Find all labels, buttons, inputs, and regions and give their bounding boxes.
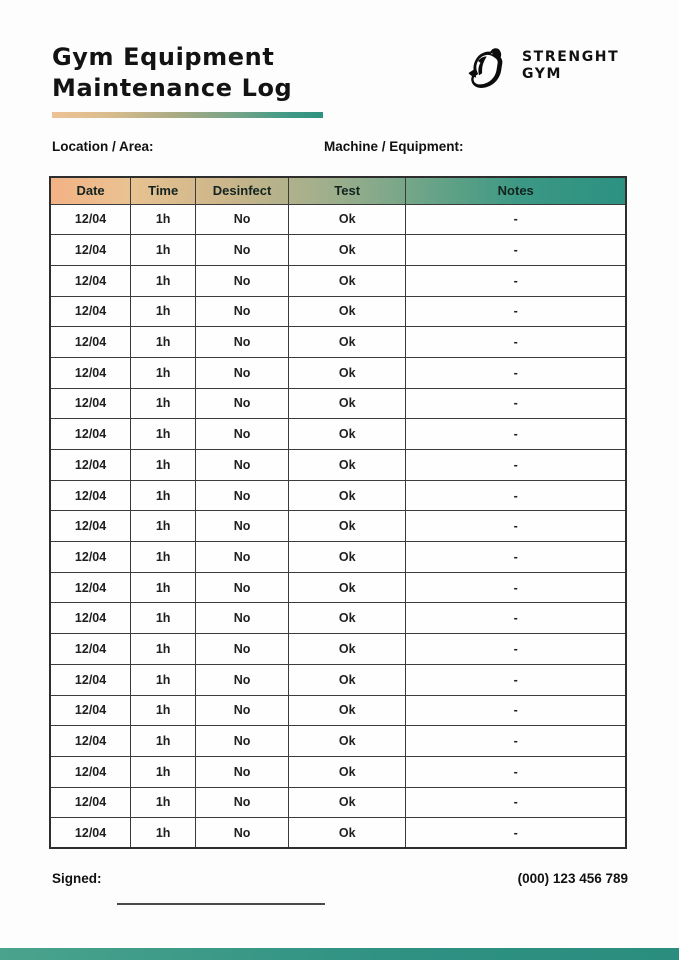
table-cell: - [406,756,626,787]
table-cell: Ok [288,265,406,296]
table-cell: - [406,511,626,542]
table-cell: Ok [288,664,406,695]
table-cell: 12/04 [50,357,131,388]
table-cell: Ok [288,726,406,757]
maintenance-log-table [49,176,627,849]
table-row [50,419,626,450]
table-cell: 12/04 [50,265,131,296]
table-cell: 1h [131,480,196,511]
table-cell: - [406,327,626,358]
table-cell: No [196,756,289,787]
table-cell: 1h [131,818,196,849]
table-cell: No [196,296,289,327]
table-cell: 12/04 [50,664,131,695]
gym-logo-text [522,49,619,83]
table-cell: 12/04 [50,204,131,235]
table-cell: Ok [288,756,406,787]
table-cell: Ok [288,357,406,388]
table-cell: No [196,357,289,388]
gym-logo [464,46,619,91]
table-cell: 12/04 [50,511,131,542]
table-row [50,327,626,358]
table-cell: No [196,634,289,665]
machine-equipment-label: Machine / Equipment: [324,139,464,154]
table-row [50,572,626,603]
table-cell: Ok [288,419,406,450]
table-cell: - [406,818,626,849]
table-row [50,542,626,573]
gradient-divider-bar [52,112,323,118]
table-cell: No [196,818,289,849]
table-cell: Ok [288,450,406,481]
table-row [50,726,626,757]
table-row [50,756,626,787]
column-header-desinfect: Desinfect [196,177,289,204]
table-cell: Ok [288,603,406,634]
table-cell: 12/04 [50,787,131,818]
table-row [50,603,626,634]
table-cell: No [196,235,289,266]
table-cell: No [196,572,289,603]
table-cell: - [406,296,626,327]
table-cell: No [196,419,289,450]
page-title-line2: Maintenance Log [52,74,293,102]
table-cell: - [406,265,626,296]
table-cell: Ok [288,388,406,419]
table-cell: Ok [288,542,406,573]
table-row [50,204,626,235]
table-cell: 1h [131,572,196,603]
signed-label: Signed: [52,871,102,886]
table-row [50,480,626,511]
table-cell: 1h [131,419,196,450]
table-cell: 1h [131,450,196,481]
table-cell: No [196,787,289,818]
table-cell: 12/04 [50,572,131,603]
table-cell: 1h [131,204,196,235]
table-cell: - [406,634,626,665]
table-cell: - [406,204,626,235]
table-header [50,177,626,204]
table-cell: - [406,664,626,695]
table-row [50,450,626,481]
footer-accent-bar [0,948,679,960]
table-row [50,265,626,296]
table-cell: 12/04 [50,756,131,787]
table-cell: Ok [288,634,406,665]
table-cell: - [406,235,626,266]
table-cell: 1h [131,542,196,573]
table-cell: - [406,603,626,634]
page-title-line1: Gym Equipment [52,43,275,71]
table-cell: 1h [131,235,196,266]
table-cell: No [196,265,289,296]
table-cell: 12/04 [50,480,131,511]
table-cell: 1h [131,388,196,419]
table-cell: Ok [288,787,406,818]
table-cell: - [406,480,626,511]
table-cell: - [406,726,626,757]
column-header-time: Time [131,177,196,204]
table-cell: No [196,480,289,511]
table-cell: 1h [131,296,196,327]
table-cell: 12/04 [50,818,131,849]
table-cell: Ok [288,327,406,358]
table-cell: - [406,419,626,450]
gym-logo-text-line1: STRENGHT [522,49,620,65]
table-cell: 1h [131,634,196,665]
column-header-date: Date [50,177,131,204]
table-cell: 1h [131,664,196,695]
table-row [50,787,626,818]
flexed-bicep-icon [464,47,512,91]
table-cell: 1h [131,511,196,542]
table-row [50,818,626,849]
table-header-row [50,177,626,204]
table-cell: Ok [288,296,406,327]
table-body [50,204,626,848]
table-cell: - [406,787,626,818]
signature-line [117,903,325,905]
table-cell: Ok [288,235,406,266]
table-cell: No [196,726,289,757]
table-cell: 12/04 [50,388,131,419]
table-row [50,634,626,665]
table-cell: 1h [131,756,196,787]
column-header-test: Test [288,177,406,204]
table-row [50,388,626,419]
table-row [50,664,626,695]
table-cell: 1h [131,357,196,388]
table-cell: No [196,511,289,542]
table-cell: 12/04 [50,419,131,450]
table-cell: - [406,357,626,388]
table-cell: No [196,603,289,634]
table-row [50,357,626,388]
table-cell: - [406,542,626,573]
table-cell: Ok [288,818,406,849]
phone-number: (000) 123 456 789 [517,871,628,886]
table-cell: - [406,388,626,419]
table-cell: No [196,695,289,726]
table-cell: No [196,327,289,358]
table-cell: - [406,572,626,603]
table-cell: 12/04 [50,542,131,573]
table-cell: 1h [131,327,196,358]
table-cell: 1h [131,726,196,757]
table-cell: 12/04 [50,327,131,358]
table-cell: 1h [131,603,196,634]
table-cell: 12/04 [50,450,131,481]
table-cell: No [196,664,289,695]
location-area-label: Location / Area: [52,139,154,154]
table-cell: 1h [131,787,196,818]
table-cell: No [196,542,289,573]
table-cell: 12/04 [50,695,131,726]
table-cell: 12/04 [50,296,131,327]
table-cell: No [196,450,289,481]
table-row [50,511,626,542]
table-cell: Ok [288,572,406,603]
table-cell: Ok [288,695,406,726]
table-cell: Ok [288,480,406,511]
table-cell: No [196,388,289,419]
table-cell: 12/04 [50,634,131,665]
table-row [50,235,626,266]
table-row [50,296,626,327]
table-cell: 12/04 [50,603,131,634]
table-cell: 1h [131,695,196,726]
column-header-notes: Notes [406,177,626,204]
table-cell: - [406,695,626,726]
table-cell: 12/04 [50,726,131,757]
page-title [52,42,292,104]
table-cell: 1h [131,265,196,296]
gym-logo-text-line2: GYM [522,66,563,82]
table-cell: - [406,450,626,481]
table-row [50,695,626,726]
table-cell: Ok [288,204,406,235]
table-cell: Ok [288,511,406,542]
table-cell: 12/04 [50,235,131,266]
table-cell: No [196,204,289,235]
